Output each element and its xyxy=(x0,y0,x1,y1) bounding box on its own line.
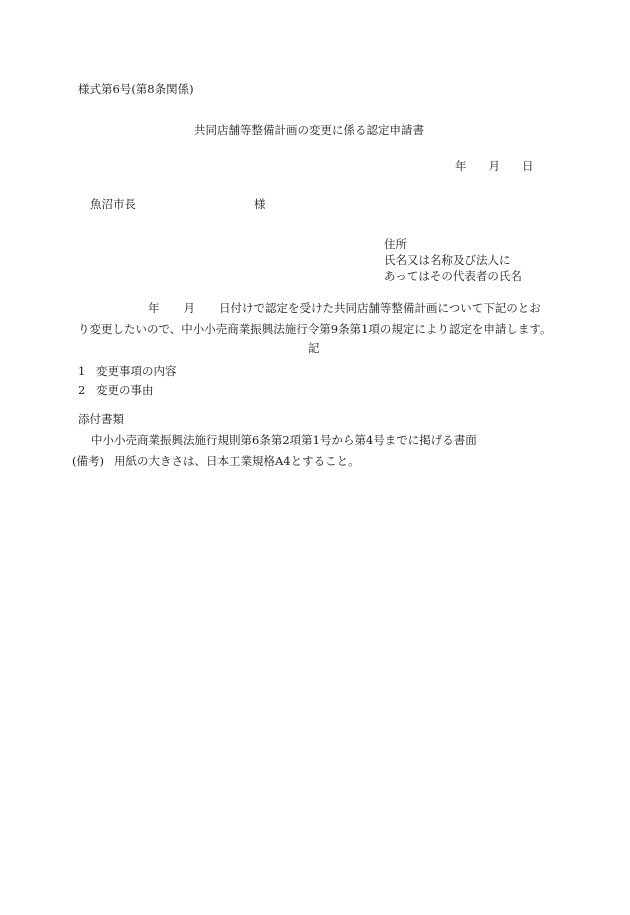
applicant-address-label: 住所 xyxy=(384,237,407,251)
applicant-block xyxy=(384,236,604,284)
list-item xyxy=(78,362,177,381)
item-list xyxy=(78,362,177,400)
body-year: 年 xyxy=(148,301,160,315)
item-number: 2 xyxy=(78,383,86,397)
applicant-name-label-2: あってはその代表者の氏名 xyxy=(384,269,522,283)
body-month: 月 xyxy=(183,301,195,315)
date-day: 日 xyxy=(522,159,534,173)
list-item xyxy=(78,381,177,400)
body-line-1 xyxy=(148,303,541,315)
remarks-text: 用紙の大きさは、日本工業規格A4とすること。 xyxy=(113,454,360,468)
ki-heading: 記 xyxy=(308,341,320,355)
date-month: 月 xyxy=(488,159,500,173)
remarks xyxy=(72,456,360,468)
date-line xyxy=(455,161,534,173)
date-year: 年 xyxy=(455,159,467,173)
body-line-2: り変更したいので、中小小売商業振興法施行令第9条第1項の規定により認定を申請します。 xyxy=(78,322,552,336)
document-title: 共同店舗等整備計画の変更に係る認定申請書 xyxy=(194,123,424,137)
item-text: 変更事項の内容 xyxy=(96,364,177,378)
item-number: 1 xyxy=(78,364,86,378)
applicant-name-label-1: 氏名又は名称及び法人に xyxy=(384,253,511,267)
item-text: 変更の事由 xyxy=(96,383,154,397)
form-number: 様式第6号(第8条関係) xyxy=(78,82,194,96)
remarks-label: (備考) xyxy=(72,454,104,468)
addressee xyxy=(90,199,266,211)
body-line-1-text: 日付けで認定を受けた共同店舗等整備計画について下記のとお xyxy=(219,301,541,315)
attachments-title: 添付書類 xyxy=(78,412,124,426)
addressee-honorific: 様 xyxy=(254,197,266,211)
attachments-item: 中小小売商業振興法施行規則第6条第2項第1号から第4号までに掲げる書面 xyxy=(91,433,477,447)
addressee-name: 魚沼市長 xyxy=(90,197,136,211)
